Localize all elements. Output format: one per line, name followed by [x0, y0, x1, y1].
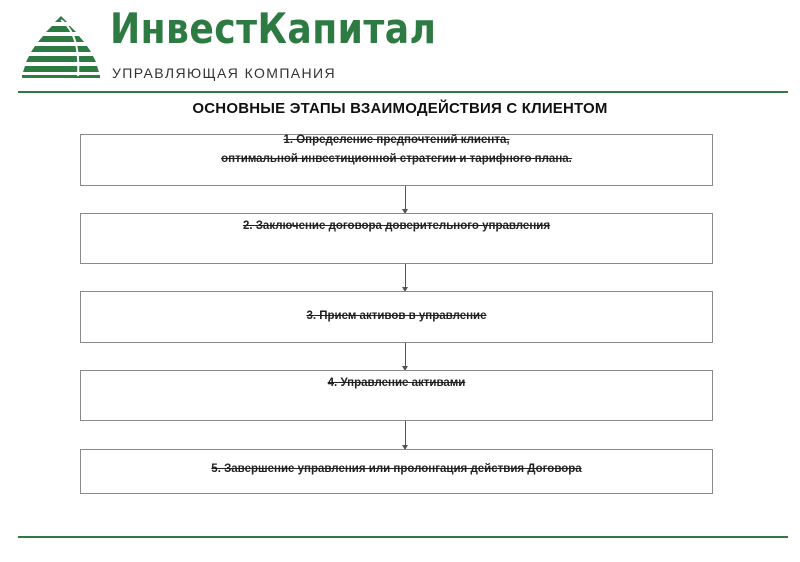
brand-name: ИнвестКапитал [110, 4, 437, 53]
step-1-line-2: оптимальной инвестиционной стратегии и тарифного плана. [221, 153, 572, 165]
footer-divider [18, 536, 788, 538]
arrow-connector-4-5 [405, 421, 406, 449]
step-box-5 [80, 449, 713, 494]
step-box-4 [80, 370, 713, 421]
step-3-line-1: 3. Прием активов в управление [306, 310, 487, 322]
step-box-1 [80, 134, 713, 186]
step-4-line-1: 4. Управление активами [327, 377, 466, 389]
step-2-line-1: 2. Заключение договора доверительного управления [242, 220, 551, 232]
arrow-connector-2-3 [405, 264, 406, 291]
header [0, 0, 800, 95]
brand-subtitle: УПРАВЛЯЮЩАЯ КОМПАНИЯ [112, 65, 337, 81]
header-divider [18, 91, 788, 93]
step-box-3 [80, 291, 713, 343]
step-box-2 [80, 213, 713, 264]
step-1-line-1: 1. Определение предпочтений клиента, [283, 134, 510, 146]
stacked-pyramid-logo-icon [22, 14, 100, 80]
step-5-line-1: 5. Завершение управления или пролонгация действия Договора [211, 463, 582, 475]
arrow-connector-3-4 [405, 343, 406, 370]
page-title: ОСНОВНЫЕ ЭТАПЫ ВЗАИМОДЕЙСТВИЯ С КЛИЕНТОМ [192, 100, 608, 117]
arrow-connector-1-2 [405, 186, 406, 213]
